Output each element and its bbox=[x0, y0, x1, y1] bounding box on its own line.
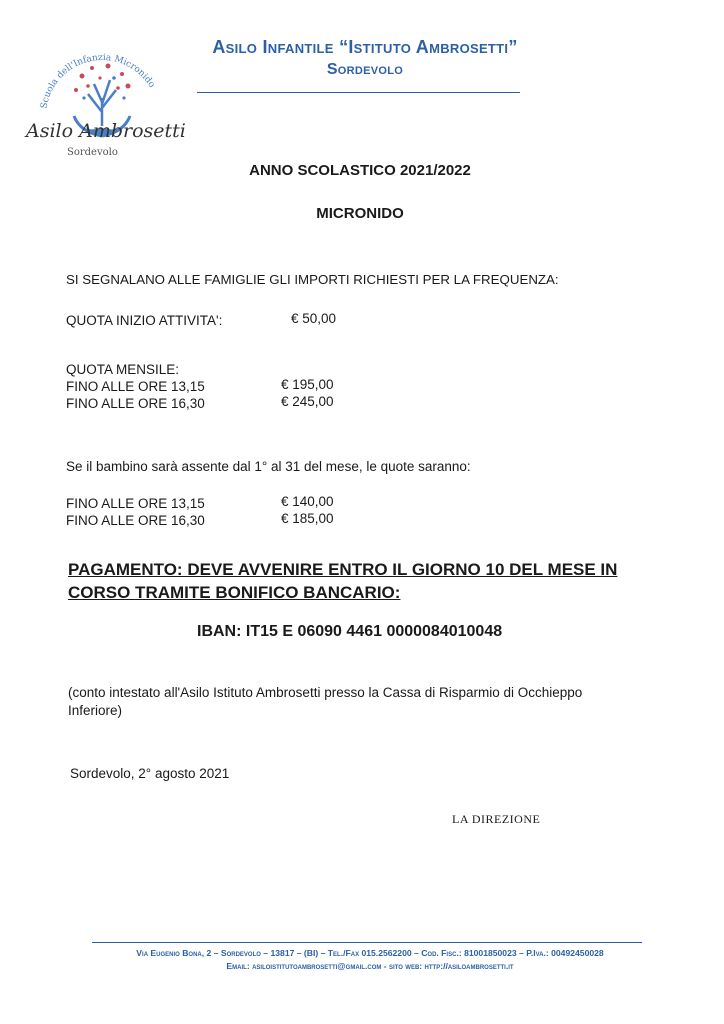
start-fee-label: QUOTA INIZIO ATTIVITA': bbox=[66, 313, 223, 328]
section-title: MICRONIDO bbox=[316, 205, 404, 222]
logo-script-name: Asilo Ambrosetti bbox=[26, 120, 186, 142]
school-year-title: ANNO SCOLASTICO 2021/2022 bbox=[249, 162, 471, 179]
school-town: Sordevolo bbox=[326, 61, 404, 78]
absence-row-amount: € 140,00 bbox=[281, 494, 334, 509]
footer-address: Via Eugenio Bona, 2 – Sordevolo – 13817 – (BI) – Tel./Fax 015.2562200 – Cod. Fisc.: 81001850023 – P.Iva.: 00492450028 bbox=[136, 948, 604, 958]
footer-contacts: Email: asiloistitutoambrosetti@gmail.com - sito web: http://asiloambrosetti.it bbox=[226, 961, 514, 971]
monthly-row-label: FINO ALLE ORE 13,15 bbox=[66, 379, 205, 394]
monthly-row-amount: € 195,00 bbox=[281, 377, 334, 392]
absence-note: Se il bambino sarà assente dal 1° al 31 del mese, le quote saranno: bbox=[66, 459, 471, 474]
absence-row-amount: € 185,00 bbox=[281, 511, 334, 526]
signature: LA DIREZIONE bbox=[452, 812, 541, 826]
monthly-row-label: FINO ALLE ORE 16,30 bbox=[66, 396, 205, 411]
place-date: Sordevolo, 2° agosto 2021 bbox=[70, 766, 230, 781]
payment-notice-line-2: CORSO TRAMITE BONIFICO BANCARIO: bbox=[68, 583, 401, 602]
payment-notice-line-1: PAGAMENTO: DEVE AVVENIRE ENTRO IL GIORNO 10 DEL MESE IN bbox=[68, 560, 618, 579]
school-name: Asilo Infantile “Istituto Ambrosetti” bbox=[212, 37, 518, 57]
header-divider bbox=[197, 92, 520, 93]
iban: IBAN: IT15 E 06090 4461 0000084010048 bbox=[197, 623, 503, 640]
absence-row-label: FINO ALLE ORE 13,15 bbox=[66, 496, 205, 511]
account-holder-line-2: Inferiore) bbox=[68, 703, 123, 718]
logo-town: Sordevolo bbox=[67, 147, 118, 158]
logo-arc-text: Scuola dell'Infanzia Micronido bbox=[39, 52, 157, 110]
footer-divider bbox=[92, 942, 642, 943]
absence-row-label: FINO ALLE ORE 16,30 bbox=[66, 513, 205, 528]
start-fee-amount: € 50,00 bbox=[291, 311, 337, 326]
intro-text: SI SEGNALANO ALLE FAMIGLIE GLI IMPORTI RICHIESTI PER LA FREQUENZA: bbox=[66, 272, 559, 287]
monthly-row-amount: € 245,00 bbox=[281, 394, 334, 409]
monthly-heading: QUOTA MENSILE: bbox=[66, 362, 180, 377]
account-holder-line-1: (conto intestato all'Asilo Istituto Ambrosetti presso la Cassa di Risparmio di Occhieppo bbox=[68, 685, 583, 700]
